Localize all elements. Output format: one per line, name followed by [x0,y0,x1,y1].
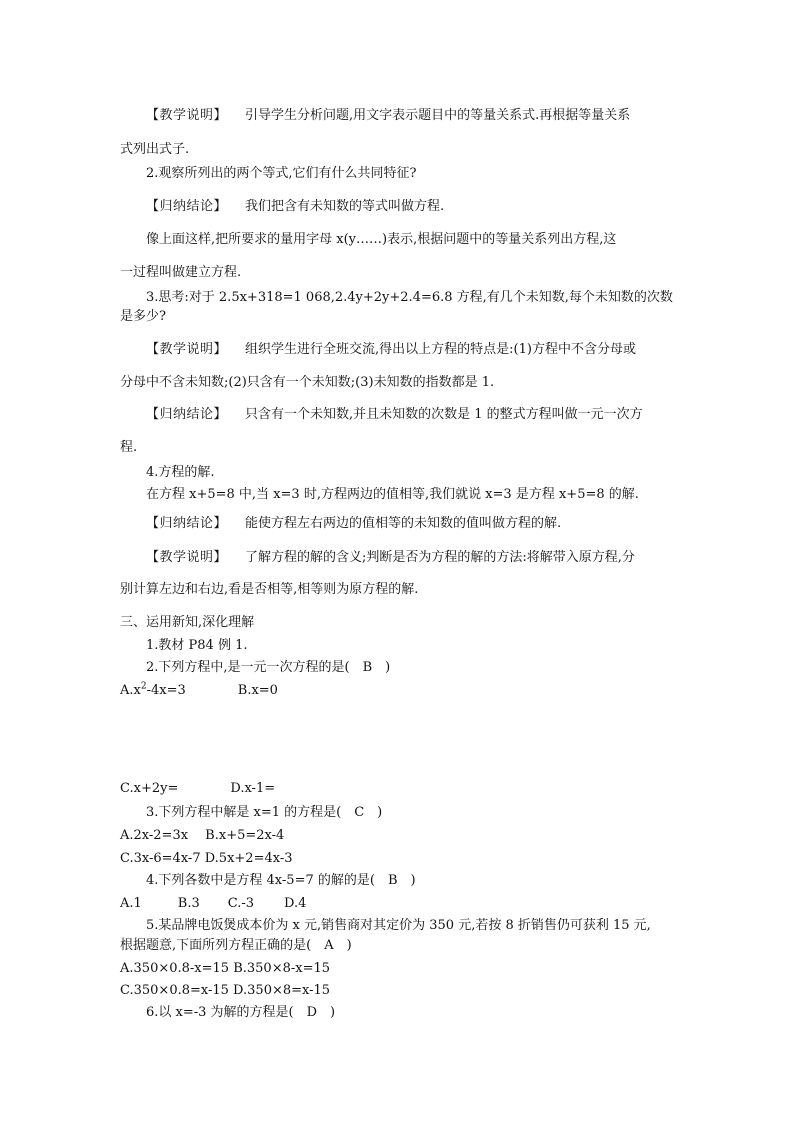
paragraph-continuation: 别计算左边和右边,看是否相等,相等则为原方程的解. [120,582,419,597]
question-4-detail: 在方程 x+5=8 中,当 x=3 时,方程两边的值相等,我们就说 x=3 是方程 x+5=8 的解. [146,487,639,502]
exercise-1: 1.教材 P84 例 1. [146,638,248,653]
exercise-5-question: 5.某品牌电饭煲成本价为 x 元,销售商对其定价为 350 元,若按 8 折销售仍可获利 15 元, [146,918,651,933]
question-2: 2.观察所列出的两个等式,它们有什么共同特征? [146,166,417,181]
summary-tag: 【归纳结论】 [146,199,228,214]
paragraph-summary-1 [146,199,444,215]
exercise-4-options [120,896,306,912]
option-d: D.x-1= [230,781,276,796]
paragraph-continuation: 一过程叫做建立方程. [120,265,242,280]
paragraph-summary-2 [146,407,643,423]
question-3-continuation: 是多少? [120,309,166,324]
paragraph-continuation: 程. [120,440,138,455]
teaching-note-tag: 【教学说明】 [146,550,228,565]
paragraph-build-equation: 像上面这样,把所要求的量用字母 x(y……)表示,根据问题中的等量关系列出方程,这 [146,232,617,247]
paragraph-text: 引导学生分析问题,用文字表示题目中的等量关系式.再根据等量关系 [245,108,631,123]
exercise-2-options-ab [120,683,278,699]
paragraph-teaching-note-2 [146,342,636,358]
exercise-5-options-ab: A.350×0.8-x=15 B.350×8-x=15 [120,961,331,976]
exercise-6-question: 6.以 x=-3 为解的方程是( D ) [146,1005,336,1020]
paragraph-continuation: 分母中不含未知数;(2)只含有一个未知数;(3)未知数的指数都是 1. [120,375,495,390]
exercise-3-question: 3.下列方程中解是 x=1 的方程是( C ) [146,805,383,820]
option-a: $A.x^2-4x=3$ [120,681,186,698]
option-c: C.x+2y= [120,781,179,796]
summary-tag: 【归纳结论】 [146,516,228,531]
option-b: B.3 [177,896,200,911]
paragraph-summary-3 [146,516,561,532]
paragraph-teaching-note-1 [146,108,630,124]
teaching-note-tag: 【教学说明】 [146,108,228,123]
paragraph-text: 我们把含有未知数的等式叫做方程. [245,199,445,214]
section-heading-3: 三、运用新知,深化理解 [120,615,255,630]
option-a: A.1 [120,896,142,911]
summary-tag: 【归纳结论】 [146,407,228,422]
paragraph-text: 了解方程的解的含义;判断是否为方程的解的方法:将解带入原方程,分 [245,550,635,565]
exercise-4-question: 4.下列各数中是方程 4x-5=7 的解的是( B ) [146,873,416,888]
option-b: B.x=0 [237,683,278,698]
teaching-note-tag: 【教学说明】 [146,342,228,357]
exercise-3-options-ab: A.2x-2=3x B.x+5=2x-4 [120,828,285,843]
question-4: 4.方程的解. [146,465,215,480]
paragraph-teaching-note-3 [146,550,635,566]
exercise-2-options-cd [120,781,275,797]
exercise-2-question: 2.下列方程中,是一元一次方程的是( B ) [146,660,391,675]
paragraph-text: 组织学生进行全班交流,得出以上方程的特点是:(1)方程中不含分母或 [245,342,636,357]
exercise-5-question-continuation: 根据题意,下面所列方程正确的是( A ) [120,938,352,953]
paragraph-continuation: 式列出式子. [120,142,190,157]
paragraph-text: 能使方程左右两边的值相等的未知数的值叫做方程的解. [245,516,562,531]
paragraph-text: 只含有一个未知数,并且未知数的次数是 1 的整式方程叫做一元一次方 [245,407,643,422]
question-3: 3.思考:对于 2.5x+318=1 068,2.4y+2y+2.4=6.8 方程,有几个未知数,每个未知数的次数 [146,290,673,305]
option-c: C.-3 [227,896,255,911]
exercise-5-options-cd: C.350×0.8=x-15 D.350×8=x-15 [120,983,331,998]
option-d: D.4 [284,896,307,911]
exercise-3-options-cd: C.3x-6=4x-7 D.5x+2=4x-3 [120,851,293,866]
